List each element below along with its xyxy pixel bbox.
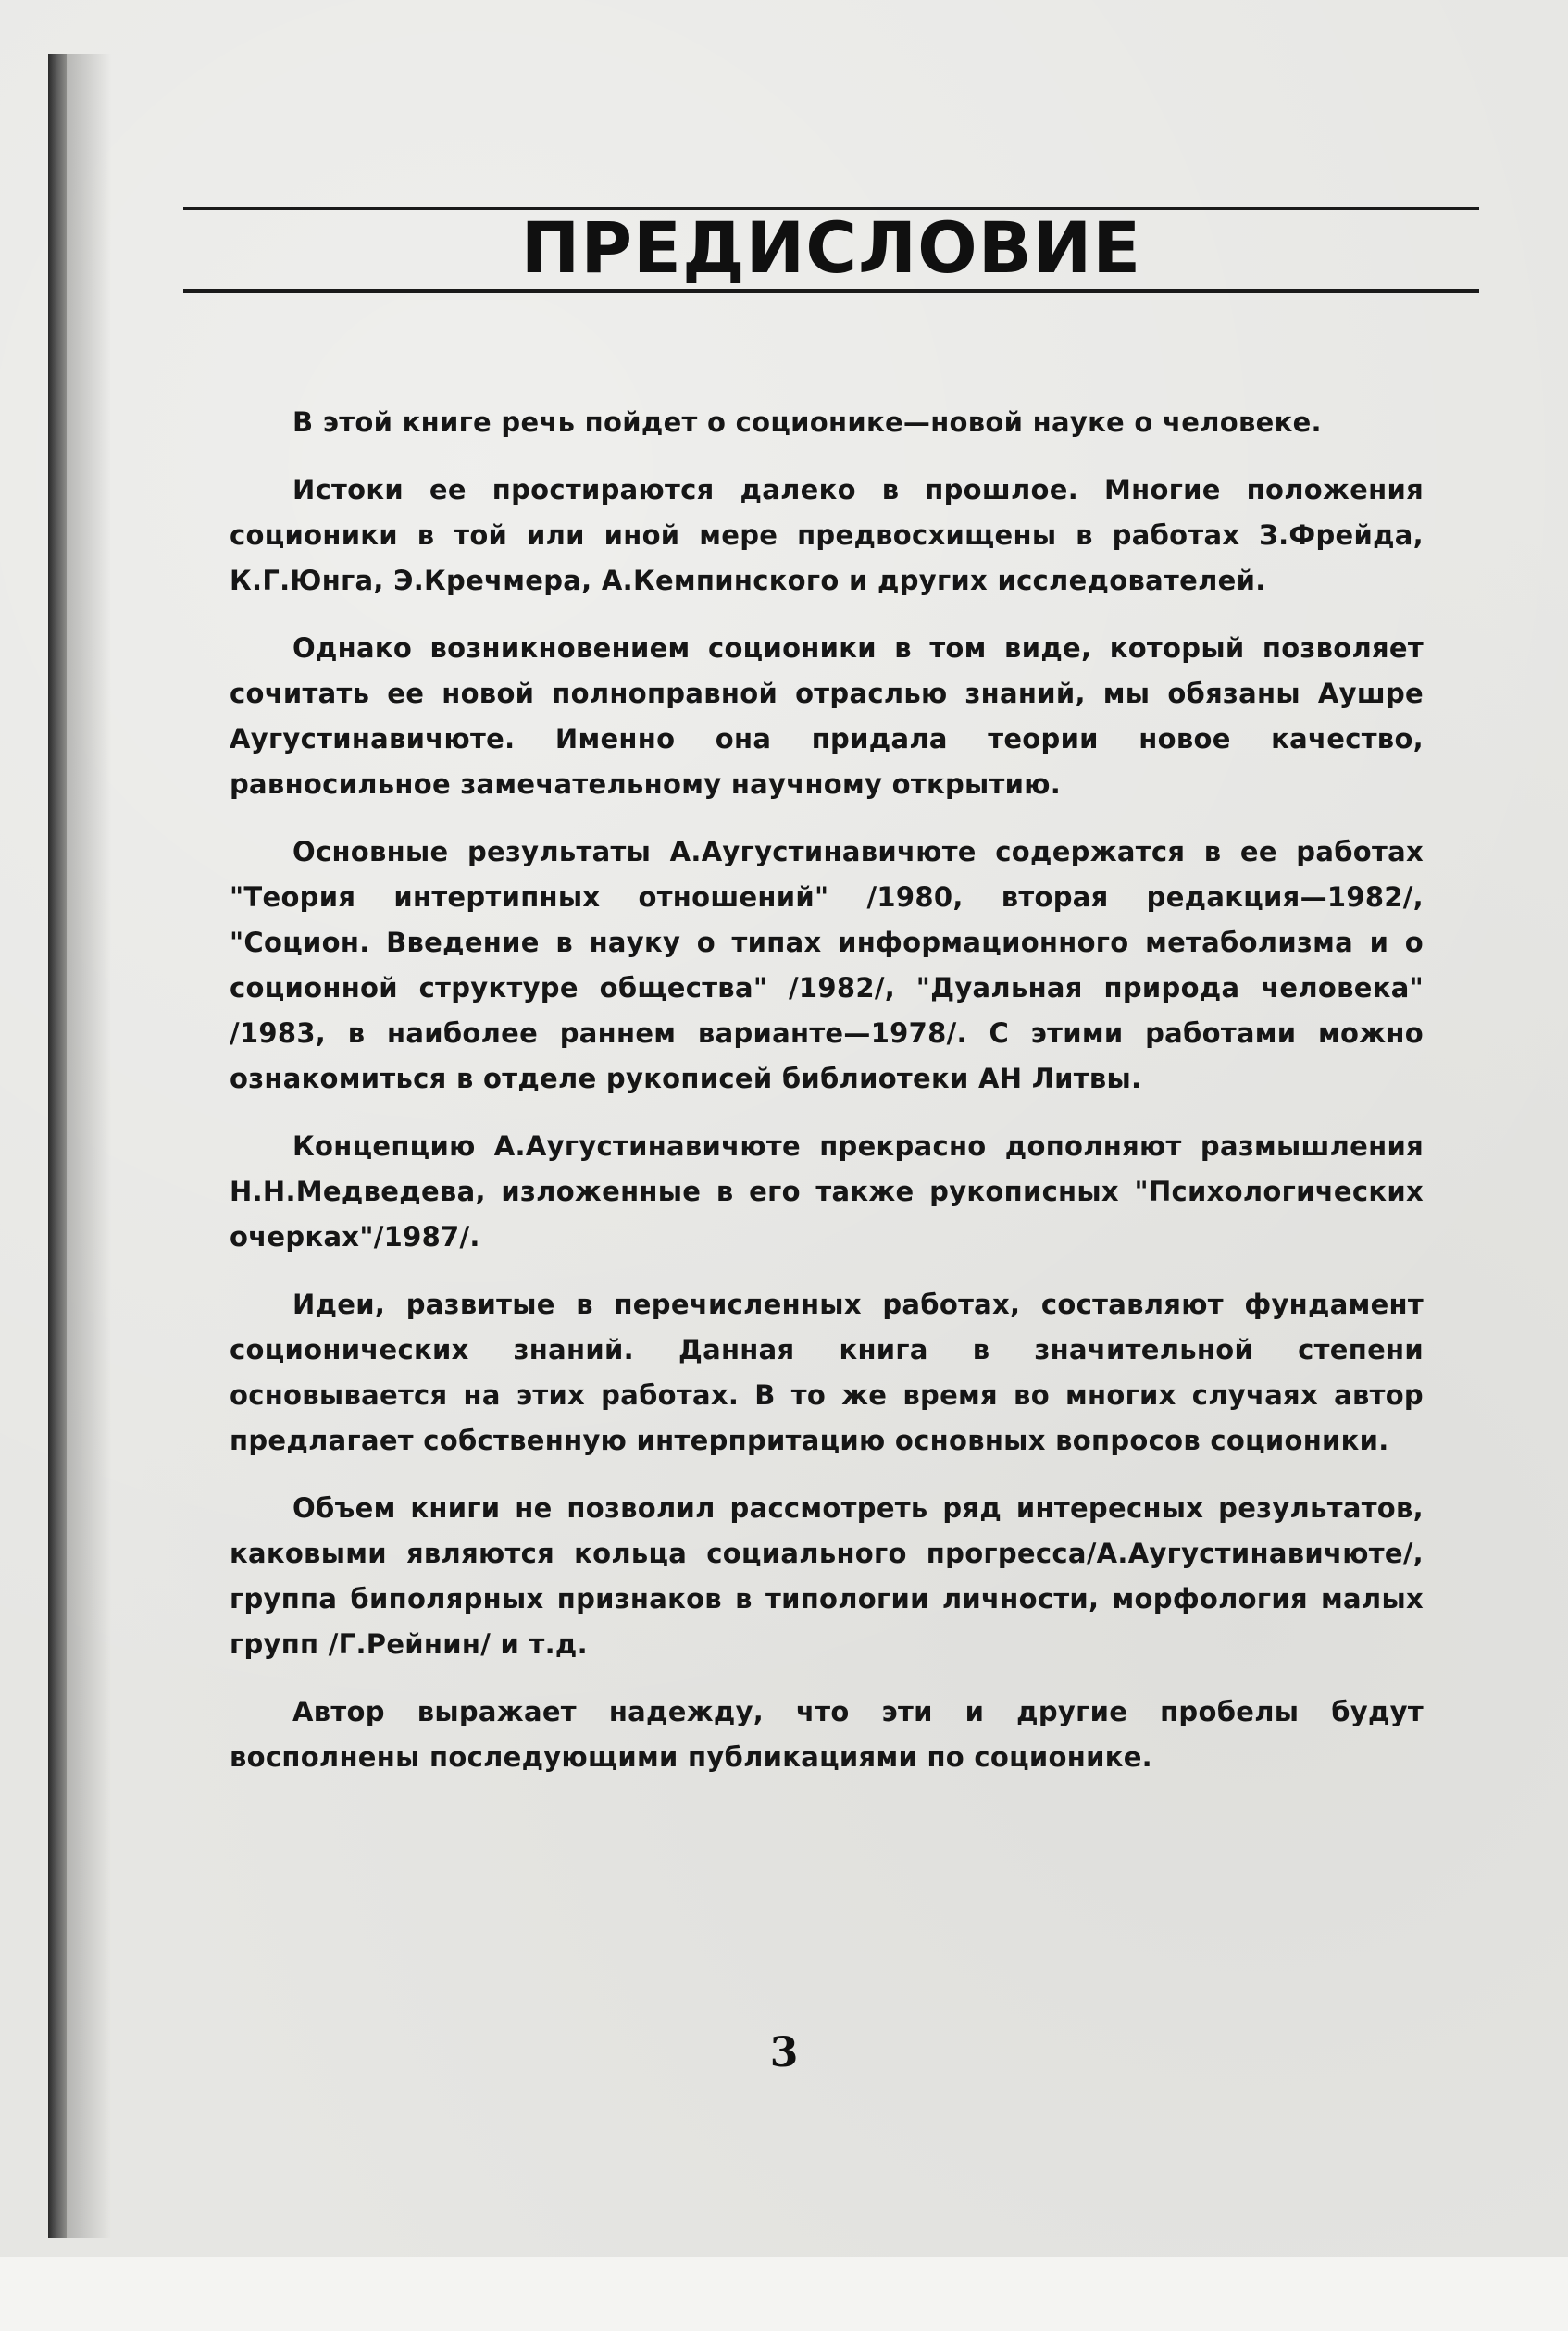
page-number: 3 xyxy=(769,2029,799,2076)
spine-shadow xyxy=(67,54,111,2238)
preface-text xyxy=(230,400,1424,1802)
paragraph: Истоки ее простираются далеко в прошлое. Многие положения соционики в той или иной мере предвосхищены в работах З.Фрейда, К.Г.Юнга, Э.Кречмера, А.Кемпинского и других исследователей. xyxy=(230,474,1424,596)
scan-margin xyxy=(0,2257,1568,2331)
paragraph: Идеи, развитые в перечисленных работах, составляют фундамент соционических знаний. Данная книга в значительной степени основывается на этих работах. В то же время во многих случаях автор предлагает собственную интерпритацию основных вопросов соционики. xyxy=(230,1289,1424,1456)
book-spine xyxy=(48,54,67,2238)
paragraph: Основные результаты А.Аугустинавичюте содержатся в ее работах "Теория интертипных отношений" /1980, вторая редакция—1982/, "Социон. Введение в науку о типах информационного метаболизма и о соционной структуре общества" /1982/, "Дуальная природа человека" /1983, в наиболее раннем варианте—1978/. С этими работами можно ознакомиться в отделе рукописей библиотеки АН Литвы. xyxy=(230,836,1424,1094)
paragraph: Автор выражает надежду, что эти и другие пробелы будут восполнены последующими публикациями по соционике. xyxy=(230,1696,1424,1773)
page-title: ПРЕДИСЛОВИЕ xyxy=(520,206,1142,289)
paragraph: Однако возникновением соционики в том виде, который позволяет сочитать ее новой полноправной отраслью знаний, мы обязаны Аушре Аугустинавичюте. Именно она придала теории новое качество, равносильное замечательному научному открытию. xyxy=(230,632,1424,800)
paragraph: Концепцию А.Аугустинавичюте прекрасно дополняют размышления Н.Н.Медведева, изложенные в его также рукописных "Психологических очерках"/1987/. xyxy=(230,1130,1424,1253)
paragraph: В этой книге речь пойдет о соционике—новой науке о человеке. xyxy=(292,406,1322,438)
paragraph: Объем книги не позволил рассмотреть ряд интересных результатов, каковыми являются кольца социального прогресса/А.Аугустинавичюте/, группа биполярных признаков в типологии личности, морфология малых групп /Г.Рейнин/ и т.д. xyxy=(230,1492,1424,1660)
heading-rule-bottom xyxy=(183,289,1479,293)
